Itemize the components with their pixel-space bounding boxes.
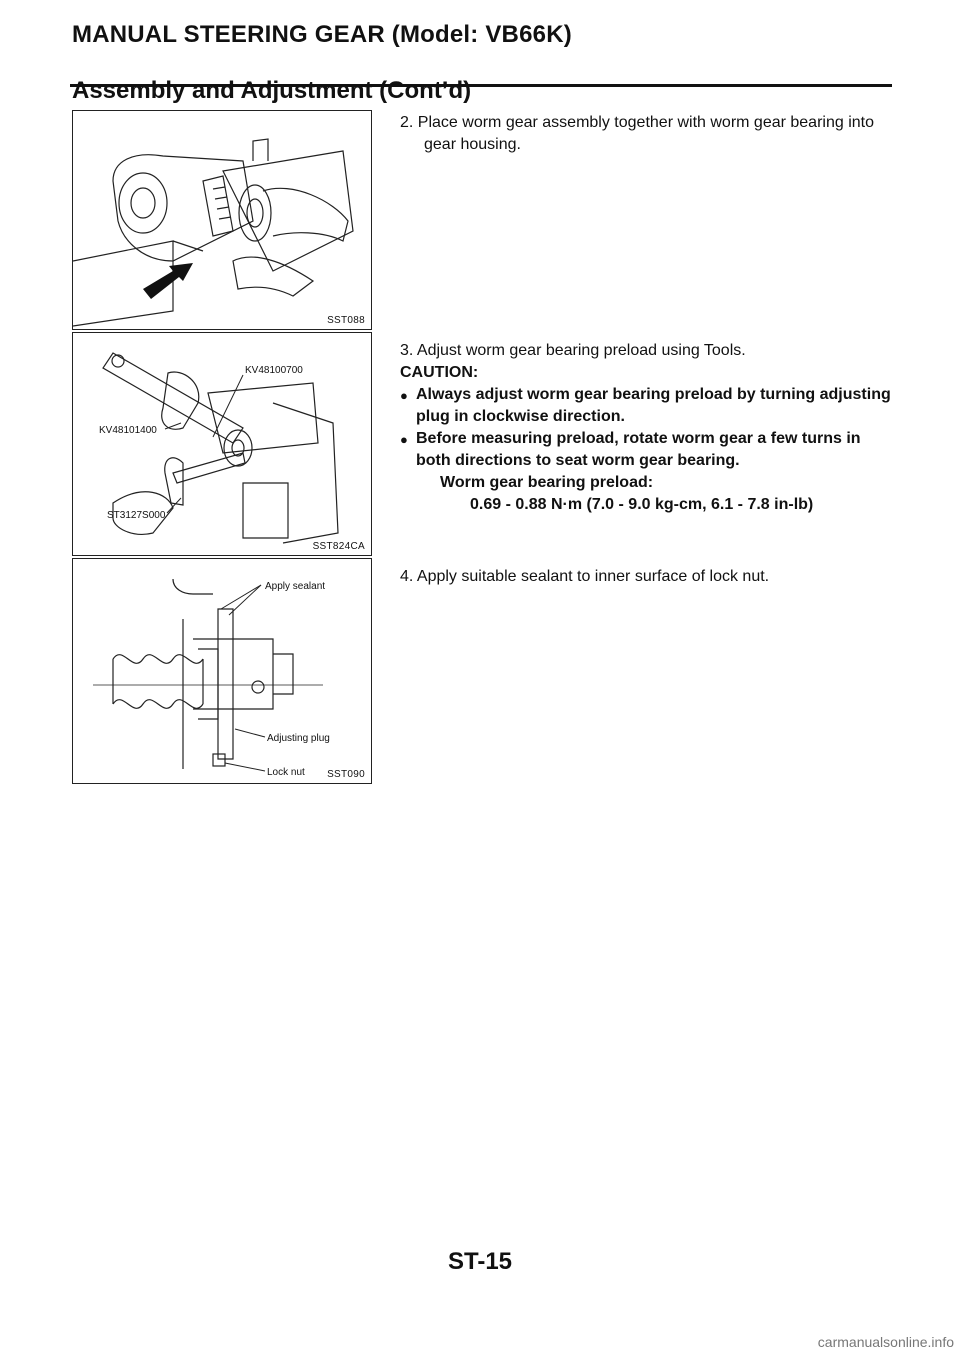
figure-worm-gear-insertion: [72, 110, 372, 330]
section-title: MANUAL STEERING GEAR (Model: VB66K): [72, 21, 572, 48]
tool-label-st3127s000: ST3127S000: [107, 510, 166, 521]
bullet-icon: ●: [400, 388, 408, 403]
tool-label-kv48101400: KV48101400: [99, 425, 157, 436]
step-2-text: 2. Place worm gear assembly together with worm gear bearing into gear housing.: [400, 114, 874, 153]
step-3-text: 3. Adjust worm gear bearing preload using Tools.: [400, 342, 746, 359]
caution-bullet-1-text: Always adjust worm gear bearing preload by turning adjusting plug in clockwise direction.: [416, 386, 891, 425]
step-2: [400, 112, 896, 156]
preload-adjustment-illustration: [73, 333, 371, 555]
section-subtitle: Assembly and Adjustment (Cont’d): [72, 77, 472, 104]
insertion-arrow-icon: [143, 263, 193, 299]
figure-code: SST088: [327, 315, 365, 326]
figure-code: SST090: [327, 769, 365, 780]
page-number: ST-15: [447, 1248, 513, 1275]
page-header: [72, 20, 892, 104]
caution-bullet-2-text: Before measuring preload, rotate worm gear a few turns in both directions to seat worm gear bearing.: [416, 430, 861, 469]
step-4: [400, 566, 896, 588]
caution-title: CAUTION:: [400, 364, 479, 381]
lock-nut-sealant-diagram: [73, 559, 371, 783]
figure-code: SST824CA: [312, 541, 365, 552]
watermark: carmanualsonline.info: [817, 1334, 954, 1350]
bullet-icon: ●: [400, 432, 408, 447]
spec-value: 0.69 - 0.88 N·m (7.0 - 9.0 kg-cm, 6.1 - 7.8 in-lb): [470, 496, 814, 513]
step-3: [400, 340, 896, 516]
worm-gear-insertion-illustration: [73, 111, 371, 329]
figure-lock-nut-sealant: [72, 558, 372, 784]
label-adjusting-plug: Adjusting plug: [267, 733, 330, 744]
caution-bullet-1: [400, 384, 896, 428]
label-apply-sealant: Apply sealant: [265, 581, 326, 592]
caution-bullet-2: [400, 428, 896, 472]
figure-preload-adjustment: [72, 332, 372, 556]
step-4-text: 4. Apply suitable sealant to inner surface of lock nut.: [400, 568, 770, 585]
spec-label: Worm gear bearing preload:: [440, 474, 654, 491]
tool-label-kv48100700: KV48100700: [245, 365, 303, 376]
label-lock-nut: Lock nut: [267, 767, 305, 778]
